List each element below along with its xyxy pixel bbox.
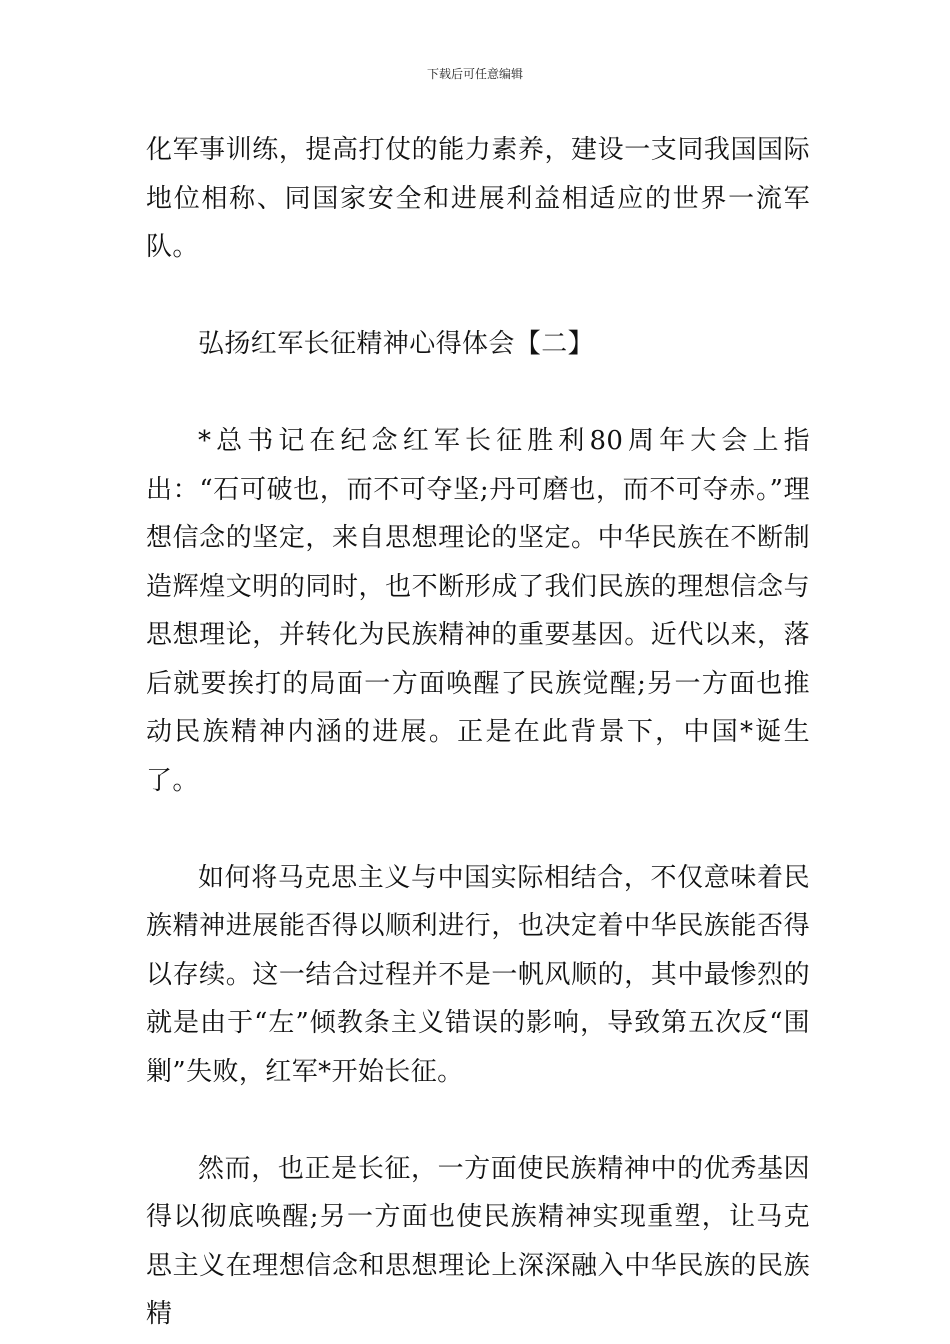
- paragraph-continuation: 化军事训练，提高打仗的能力素养，建设一支同我国国际地位相称、同国家安全和进展利益相适应的世界一流军队。: [146, 135, 810, 262]
- paragraph-1: *总书记在纪念红军长征胜利80周年大会上指出：“石可破也，而不可夺坚;丹可磨也，而不可夺赤。”理想信念的坚定，来自思想理论的坚定。中华民族在不断制造辉煌文明的同时，也不断形成了我们民族的理想信念与思想理论，并转化为民族精神的重要基因。近代以来，落后就要挨打的局面一方面唤醒了民族觉醒;另一方面也推动民族精神内涵的进展。正是在此背景下，中国*诞生了。: [146, 426, 810, 796]
- page-header: 下载后可任意编辑: [426, 67, 523, 81]
- section-heading: 弘扬红军长征精神心得体会【二】: [198, 329, 595, 359]
- document-body: [146, 126, 810, 1339]
- paragraph-2: 如何将马克思主义与中国实际相结合，不仅意味着民族精神进展能否得以顺利进行，也决定着中华民族能否得以存续。这一结合过程并不是一帆风顺的，其中最惨烈的就是由于“左”倾教条主义错误的影响，导致第五次反“围剿”失败，红军*开始长征。: [146, 862, 810, 1087]
- paragraph-3: 然而，也正是长征，一方面使民族精神中的优秀基因得以彻底唤醒;另一方面也使民族精神实现重塑，让马克思主义在理想信念和思想理论上深深融入中华民族的民族精: [146, 1153, 810, 1329]
